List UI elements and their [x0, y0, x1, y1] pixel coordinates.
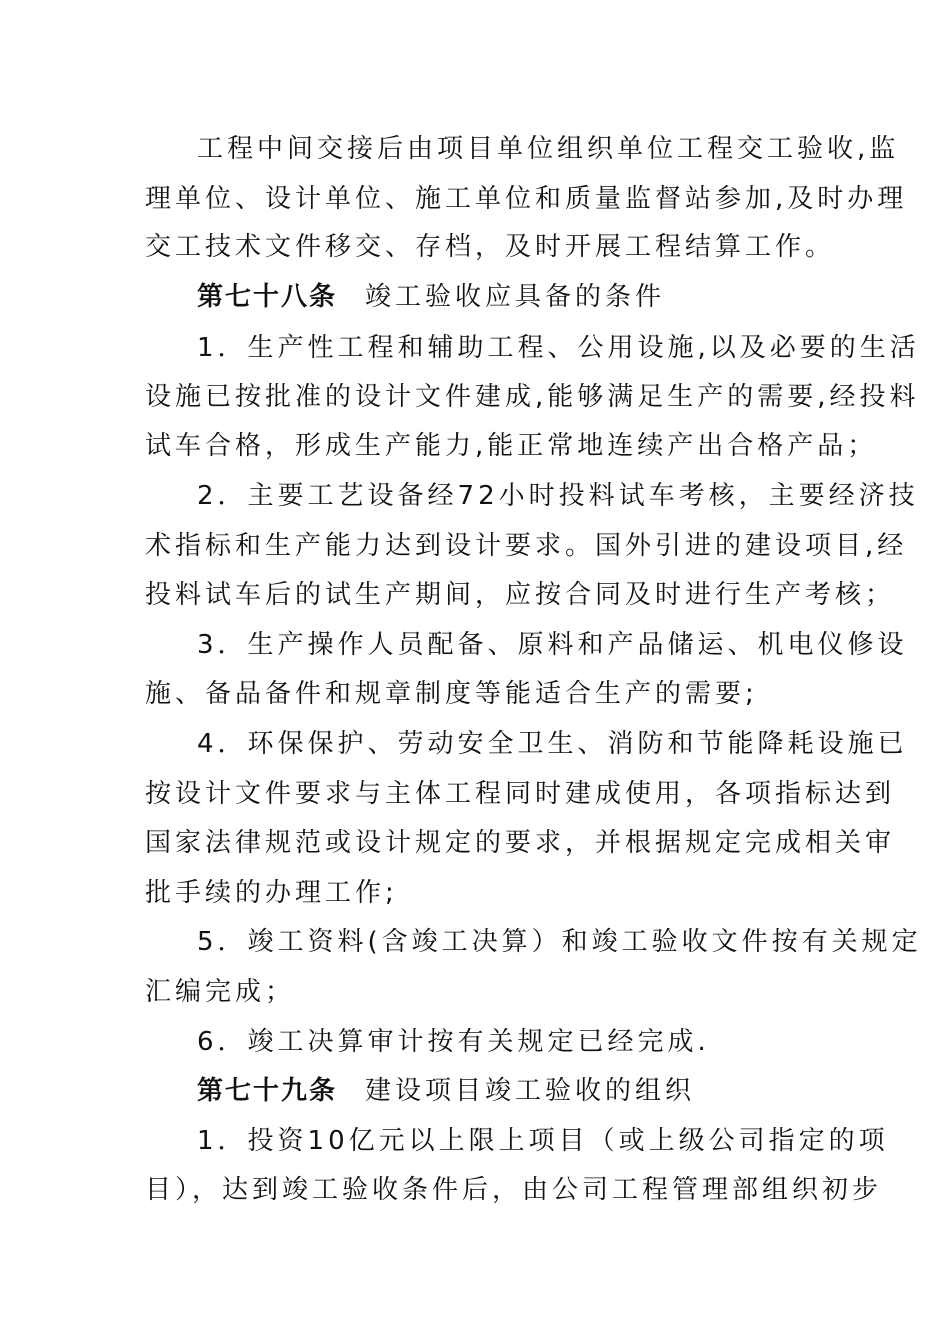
text-line: 国家法律规范或设计规定的要求，并根据规定完成相关审 — [145, 828, 896, 858]
text-line: 交工技术文件移交、存档，及时开展工程结算工作。 — [145, 232, 836, 262]
text-line: 批手续的办理工作; — [145, 878, 398, 908]
text-line: 1．生产性工程和辅助工程、公用设施,以及必要的生活 — [197, 333, 920, 363]
article-heading — [197, 272, 809, 322]
text-line: 汇编完成； — [145, 977, 296, 1007]
article-heading — [197, 1066, 809, 1116]
text-line: 2．主要工艺设备经72小时投料试车考核，主要经济技 — [197, 481, 919, 511]
text-line: 术指标和生产能力达到设计要求。国外引进的建设项目,经 — [145, 531, 908, 561]
text-line: 1．投资10亿元以上限上项目（或上级公司指定的项 — [197, 1126, 889, 1156]
text-line: 按设计文件要求与主体工程同时建成使用，各项指标达到 — [145, 779, 896, 809]
text-line: 设施已按批准的设计文件建成,能够满足生产的需要,经投料 — [145, 382, 920, 412]
article-title: 竣工验收应具备的条件 — [365, 282, 666, 312]
text-line: 3．生产操作人员配备、原料和产品储运、机电仪修设 — [197, 630, 908, 660]
text-line: 理单位、设计单位、施工单位和质量监督站参加,及时办理 — [145, 184, 908, 214]
text-line: 4．环保保护、劳动安全卫生、消防和节能降耗设施已 — [197, 729, 908, 759]
text-line: 施、备品备件和规章制度等能适合生产的需要; — [145, 679, 758, 709]
text-line: 6．竣工决算审计按有关规定已经完成. — [197, 1027, 710, 1057]
text-line: 5．竣工资料(含竣工决算）和竣工验收文件按有关规定 — [197, 927, 922, 957]
article-title: 建设项目竣工验收的组织 — [365, 1076, 696, 1106]
article-number: 第七十八条 — [197, 282, 338, 312]
text-line: 工程中间交接后由项目单位组织单位工程交工验收,监 — [197, 134, 900, 164]
article-number: 第七十九条 — [197, 1076, 338, 1106]
text-line: 试车合格，形成生产能力,能正常地连续产出合格产品； — [145, 431, 878, 461]
text-line: 目），达到竣工验收条件后，由公司工程管理部组织初步 — [145, 1175, 883, 1205]
text-line: 投料试车后的试生产期间，应按合同及时进行生产考核； — [145, 580, 896, 610]
